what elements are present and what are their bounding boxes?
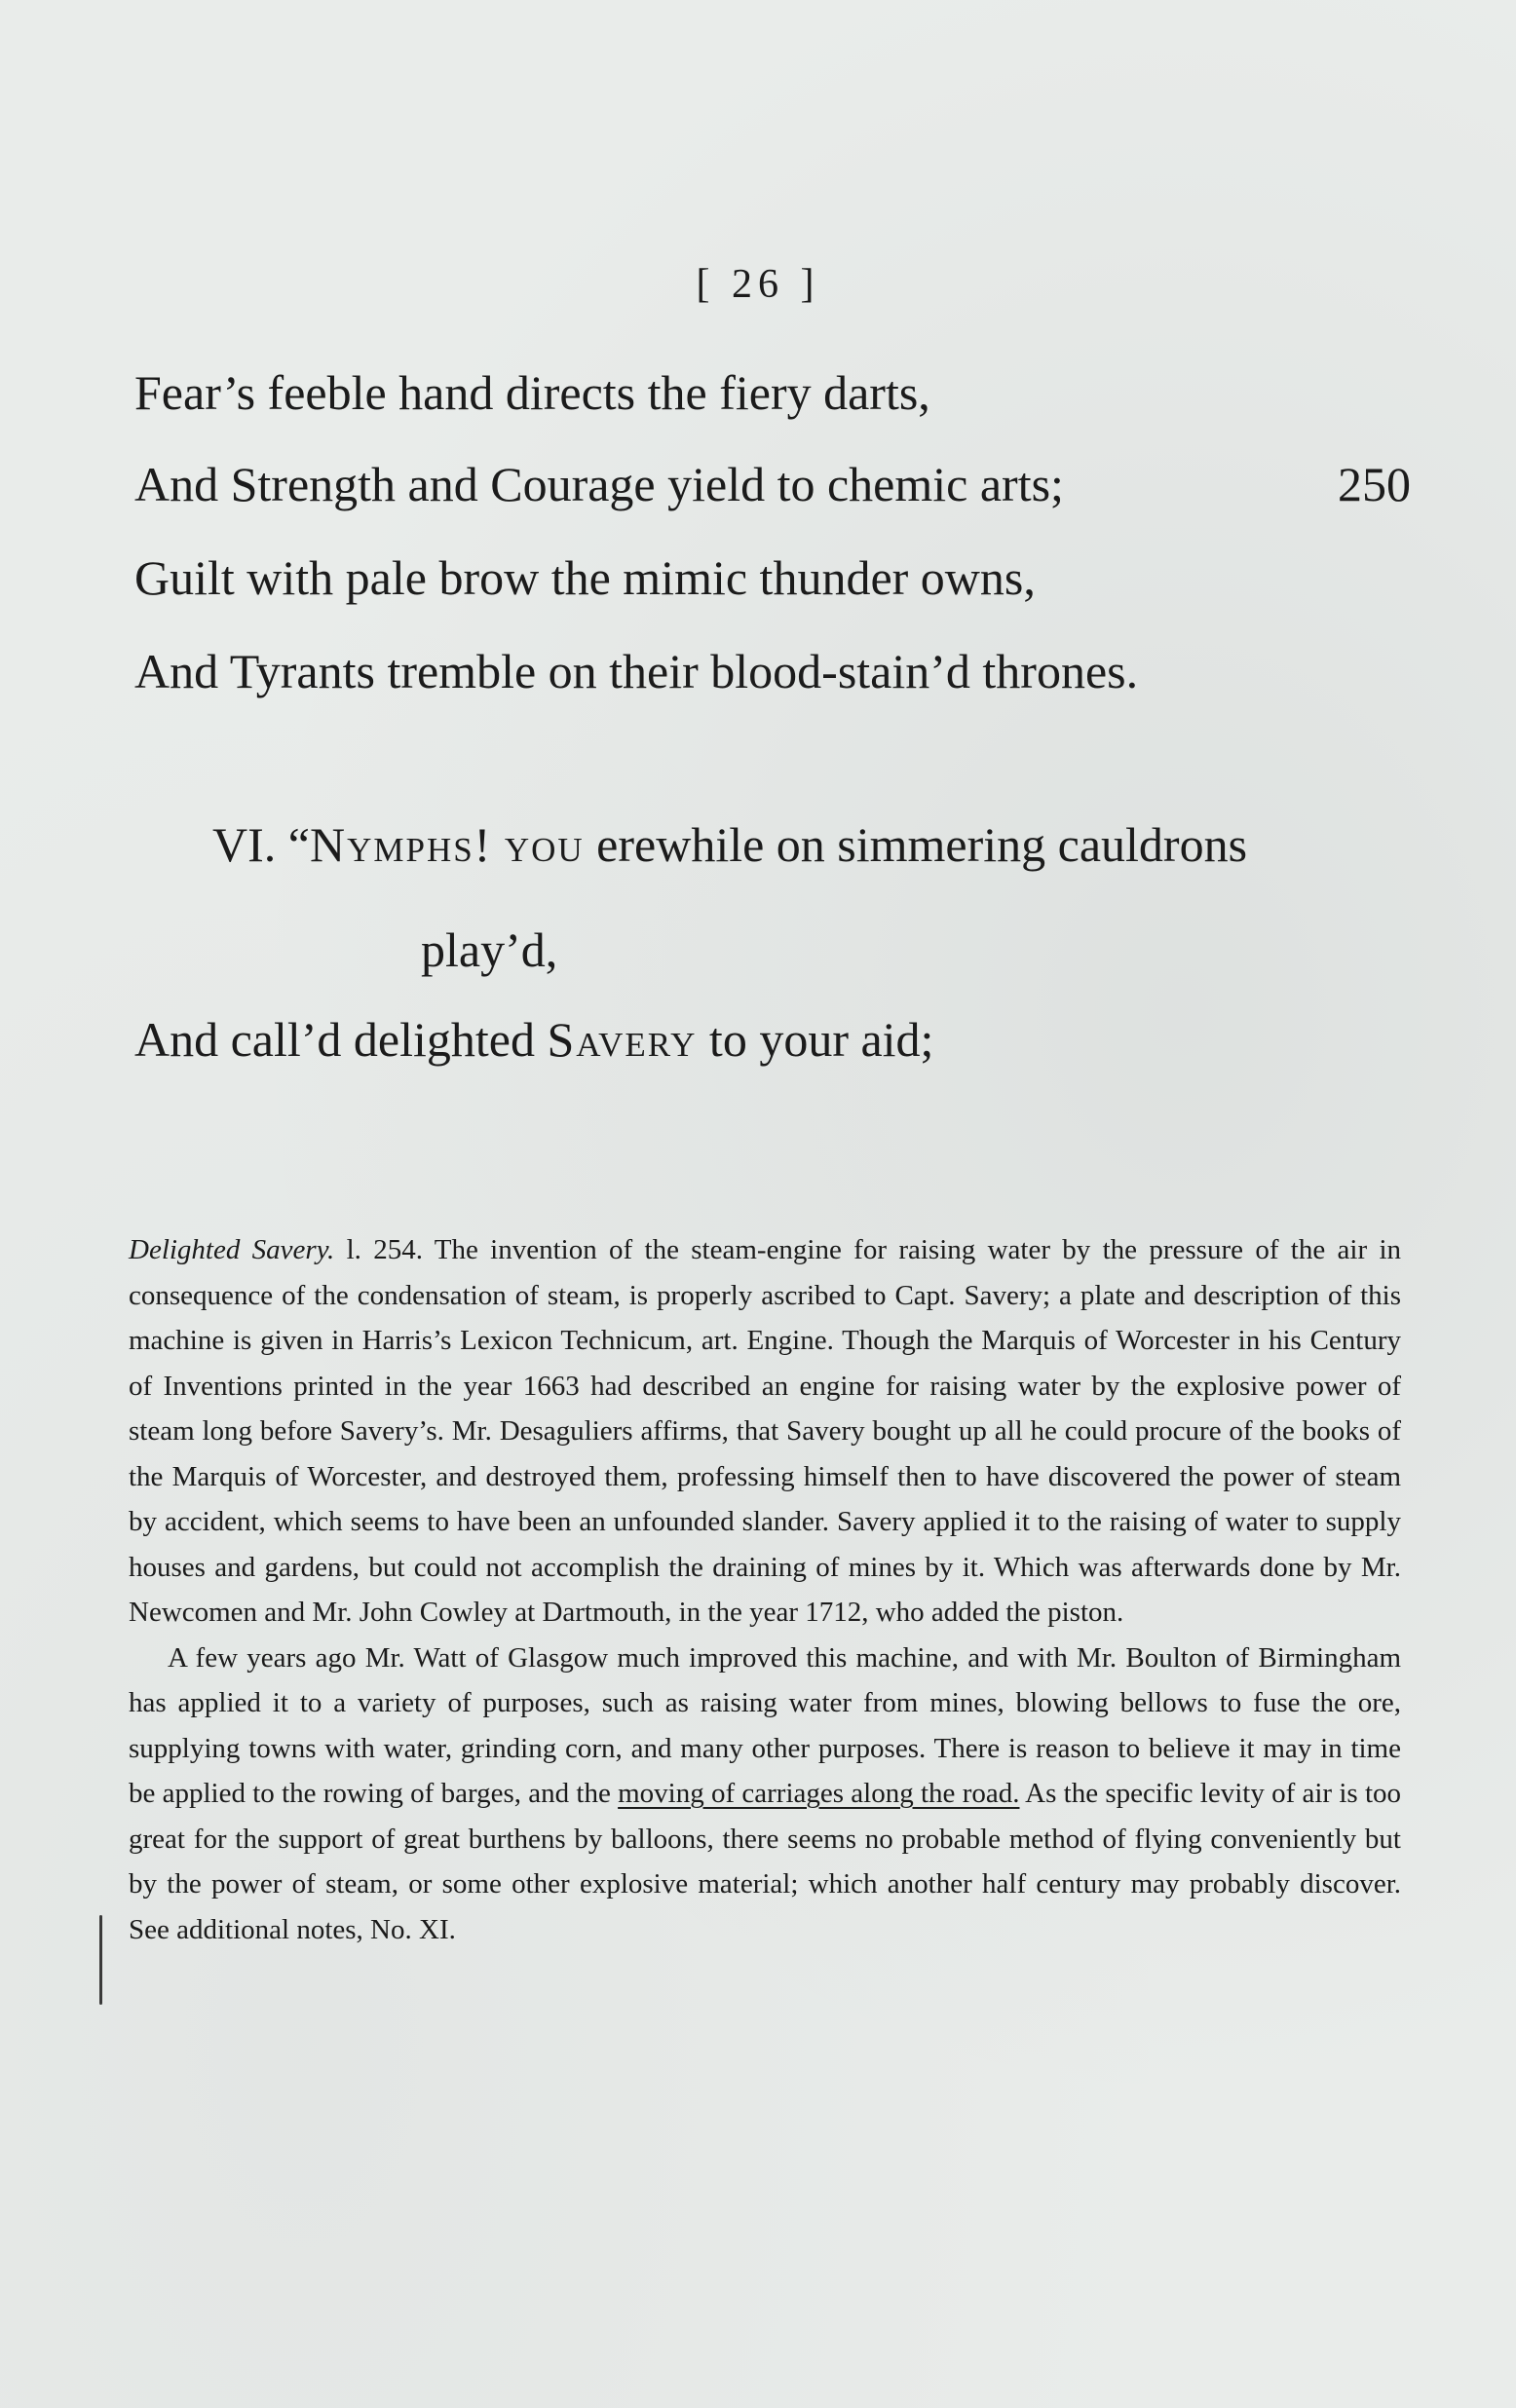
verse-line-text: And Strength and Courage yield to chemic arts; [134,457,1064,511]
note-heading: Delighted Savery. [129,1234,335,1265]
you-word: you [504,817,585,872]
stanza-line-3 [134,1012,1411,1067]
verse-line-text: And Tyrants tremble on their blood-stain’d thrones. [134,644,1139,698]
verse-line-text: Guilt with pale brow the mimic thunder owns, [134,550,1036,605]
verse-line-4 [134,644,1411,698]
margin-pencil-mark [99,1915,102,2005]
footnotes [129,1227,1401,1952]
note-line-ref: l. 254. [346,1234,423,1265]
line-number: 250 [1338,457,1411,511]
page-number: [ 26 ] [696,262,820,307]
underlined-phrase: moving of carriages along the road. [618,1778,1020,1809]
note-body-1: The invention of the steam-engine for raising water by the pressure of the air in consequence of the condensation of steam, is properly ascribed to Capt. Savery; a plate and description of this machine is given in Harris’s Lexicon Technicum, art. Engine. Though the Marquis of Worcester in his Century of Inventions printed in the year 1663 had described an engine for raising water by the explosive power of steam long before Savery’s. Mr. Desaguliers affirms, that Savery bought up all he could procure of the books of the Marquis of Worcester, and destroyed them, professing himself then to have discovered the power of steam by accident, which seems to have been an unfounded slander. Savery applied it to the raising of water to supply houses and gardens, but could not accomplish the draining of mines by it. Which was afterwards done by Mr. Newcomen and Mr. John Cowley at Dartmouth, in the year 1712, who added the piston. [129,1234,1402,1628]
verse-line-2 [134,457,1411,511]
nymphs-word: Nymphs! [309,817,493,872]
continuation-text: play’d, [421,922,558,977]
stanza-opening-line [212,817,1489,872]
note-paragraph-1 [129,1227,1401,1636]
open-quote: “ [287,817,310,872]
stanza-continuation [421,922,1516,977]
line3-end: to your aid; [708,1012,934,1067]
stanza-line-rest: erewhile on simmering cauldrons [596,817,1248,872]
savery-name: Savery [547,1012,698,1067]
note-body-2-start: A few years ago Mr. Watt of Glasgow much improved this machine, and with Mr. Boulton of Birmingham has applied it to a variety of purposes, such as raising water from mines, blowing bellows to fuse the ore, supplying towns with water, grinding corn, and many other purposes. There is reason to believe it may in time be applied to the rowing of barges, and the [129,1641,1401,1809]
line3-start: And call’d delighted [134,1012,535,1067]
verse-line-1 [134,365,1411,420]
stanza-numeral: VI. [212,817,277,872]
note-paragraph-2 [129,1636,1401,1953]
verse-line-text: Fear’s feeble hand directs the fiery darts, [134,365,930,420]
note-body-2-end: As the specific levity of air is too great for the support of great burthens by balloons, there seems no probable method of flying conveniently but by the power of steam, or some other explosive material; which another half century may probably discover. See additional notes, No. XI. [129,1778,1402,1945]
verse-line-3 [134,550,1411,605]
